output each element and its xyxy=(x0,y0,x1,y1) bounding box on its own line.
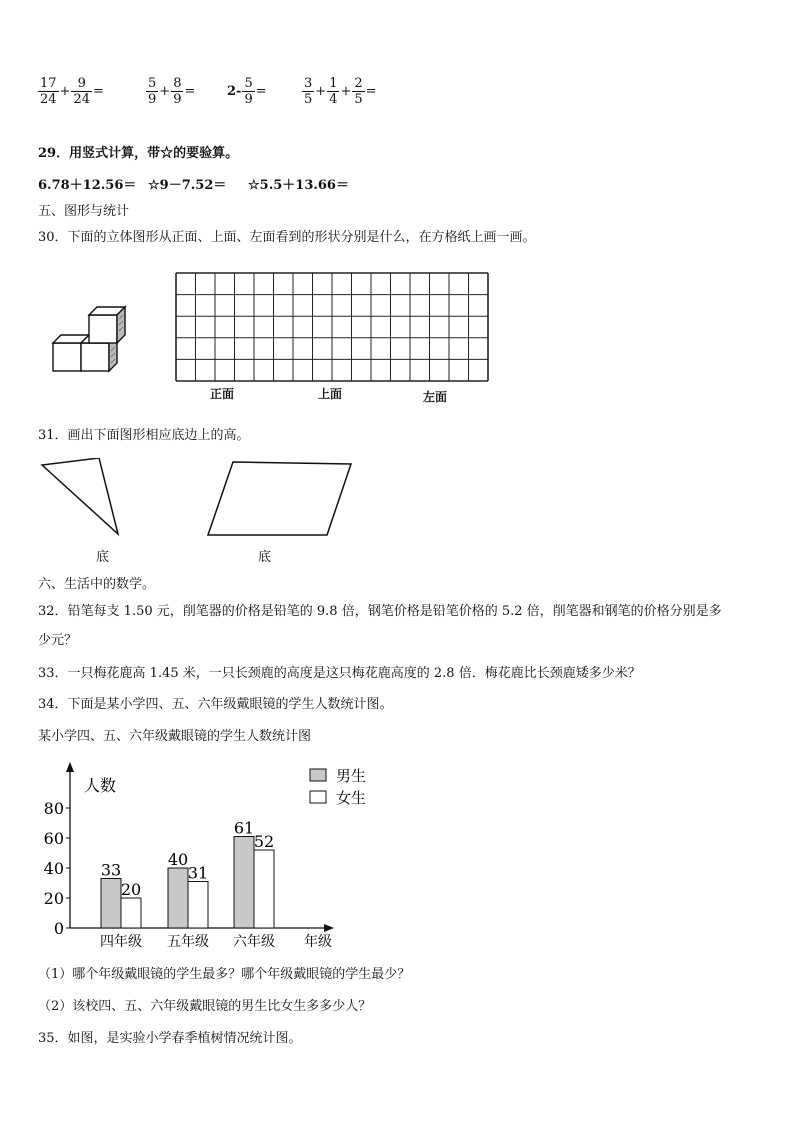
fraction xyxy=(242,76,254,107)
bar-value-label: 20 xyxy=(120,880,142,899)
question-31-title: 31．画出下面图形相应底边上的高。 xyxy=(38,428,250,443)
fraction-expression xyxy=(302,76,378,107)
bar-girls xyxy=(254,850,274,928)
fraction-denominator: 9 xyxy=(244,92,253,107)
fraction-denominator: 24 xyxy=(40,92,57,107)
fraction-numerator: 3 xyxy=(304,76,313,91)
section-6-heading: 六、生活中的数学。 xyxy=(38,577,156,592)
legend-swatch-girls xyxy=(310,791,326,803)
fraction-operator: = xyxy=(184,84,196,99)
grid-label-left: 左面 xyxy=(423,390,448,404)
question-32-line-1: 32．铅笔每支 1.50 元，削笔器的价格是铅笔的 9.8 倍，钢笔价格是铅笔价格的 5.2 倍，削笔器和钢笔的价格分别是多 xyxy=(38,604,722,619)
fraction xyxy=(171,76,183,107)
grid-label-front: 正面 xyxy=(210,387,235,401)
fraction-expression xyxy=(226,76,268,107)
triangle-shape xyxy=(42,458,118,534)
x-category-label: 六年级 xyxy=(233,934,275,950)
fraction-operator: + xyxy=(59,84,71,99)
fraction-expression xyxy=(146,76,196,107)
shapes-figure xyxy=(38,458,368,543)
fraction-denominator: 4 xyxy=(329,92,338,107)
fraction xyxy=(352,76,364,107)
bar-value-label: 61 xyxy=(233,818,255,838)
bar-value-label: 31 xyxy=(187,863,209,883)
fraction xyxy=(302,76,314,107)
y-tick-label: 40 xyxy=(43,859,64,878)
y-tick-label: 0 xyxy=(53,919,64,938)
y-axis-arrow xyxy=(66,762,74,772)
question-34-sub-1: （1）哪个年级戴眼镜的学生最多？哪个年级戴眼镜的学生最少？ xyxy=(38,967,411,982)
bar-chart xyxy=(38,760,388,955)
question-29-title: 29．用竖式计算，带☆的要验算。 xyxy=(38,146,239,161)
bar-value-label: 33 xyxy=(100,860,122,880)
grid-label-top: 上面 xyxy=(318,387,343,401)
fraction xyxy=(71,76,92,107)
question-35: 35．如图，是实验小学春季植树情况统计图。 xyxy=(38,1031,302,1046)
bar-boys xyxy=(234,837,254,929)
question-30-title: 30．下面的立体图形从正面、上面、左面看到的形状分别是什么，在方格纸上画一画。 xyxy=(38,230,536,245)
fraction xyxy=(327,76,339,107)
x-category-label: 五年级 xyxy=(167,934,209,950)
bar-value-label: 40 xyxy=(167,850,189,869)
bar-boys xyxy=(101,879,121,929)
triangle-base-label: 底 xyxy=(96,550,110,565)
section-5-heading: 五、图形与统计 xyxy=(38,204,130,219)
question-34-title: 34．下面是某小学四、五、六年级戴眼镜的学生人数统计图。 xyxy=(38,697,393,712)
legend-swatch-boys xyxy=(310,769,326,781)
fraction-operator: + xyxy=(159,84,171,99)
fraction-denominator: 24 xyxy=(73,92,90,107)
fraction-operator: + xyxy=(340,84,352,99)
question-33: 33．一只梅花鹿高 1.45 米，一只长颈鹿的高度是这只梅花鹿高度的 2.8 倍．梅花鹿比长颈鹿矮多少米？ xyxy=(38,666,641,681)
question-32-line-2: 少元？ xyxy=(38,633,78,648)
fraction-expression xyxy=(38,76,105,107)
bar-girls xyxy=(121,898,141,928)
grid-paper[interactable] xyxy=(174,271,490,383)
q29-expr-3: ☆5.5＋13.66＝ xyxy=(248,178,349,193)
fraction-numerator: 5 xyxy=(244,76,253,91)
parallelogram-base-label: 底 xyxy=(258,550,272,565)
bar-boys xyxy=(168,868,188,928)
q29-expr-2: ☆9－7.52＝ xyxy=(148,178,227,193)
cube-top xyxy=(89,307,125,343)
fraction-numerator: 2 xyxy=(354,76,363,91)
fraction-operator: = xyxy=(365,84,377,99)
y-axis-label: 人数 xyxy=(84,776,117,795)
fraction-row xyxy=(38,76,758,120)
fraction-operator: = xyxy=(255,84,267,99)
cube-solid-figure xyxy=(45,295,130,380)
fraction xyxy=(146,76,158,107)
fraction-numerator: 5 xyxy=(148,76,157,91)
x-axis-arrow xyxy=(324,924,334,932)
question-34-sub-2: （2）该校四、五、六年级戴眼镜的男生比女生多多少人？ xyxy=(38,999,372,1014)
fraction-operator: + xyxy=(315,84,327,99)
fraction-denominator: 9 xyxy=(148,92,157,107)
x-axis-label: 年级 xyxy=(304,934,332,950)
legend-label-boys: 男生 xyxy=(336,767,367,785)
y-tick-label: 80 xyxy=(43,799,64,818)
legend-label-girls: 女生 xyxy=(336,789,367,807)
fraction-numerator: 1 xyxy=(329,76,338,91)
q29-expr-1: 6.78＋12.56＝ xyxy=(38,178,137,193)
fraction-numerator: 9 xyxy=(71,76,92,92)
fraction-denominator: 5 xyxy=(354,92,363,107)
fraction-numerator: 8 xyxy=(173,76,182,91)
fraction-operator: 2- xyxy=(227,84,242,99)
fraction xyxy=(38,76,59,107)
fraction-denominator: 5 xyxy=(304,92,313,107)
fraction-numerator: 17 xyxy=(40,76,57,91)
y-tick-label: 20 xyxy=(43,889,64,908)
bar-value-label: 52 xyxy=(253,832,275,851)
y-tick-label: 60 xyxy=(43,829,64,848)
bar-girls xyxy=(188,882,208,929)
parallelogram-shape xyxy=(208,462,351,535)
fraction-operator: = xyxy=(93,84,104,99)
x-category-label: 四年级 xyxy=(100,934,142,950)
chart-caption: 某小学四、五、六年级戴眼镜的学生人数统计图 xyxy=(38,729,312,744)
fraction-denominator: 9 xyxy=(173,92,182,107)
